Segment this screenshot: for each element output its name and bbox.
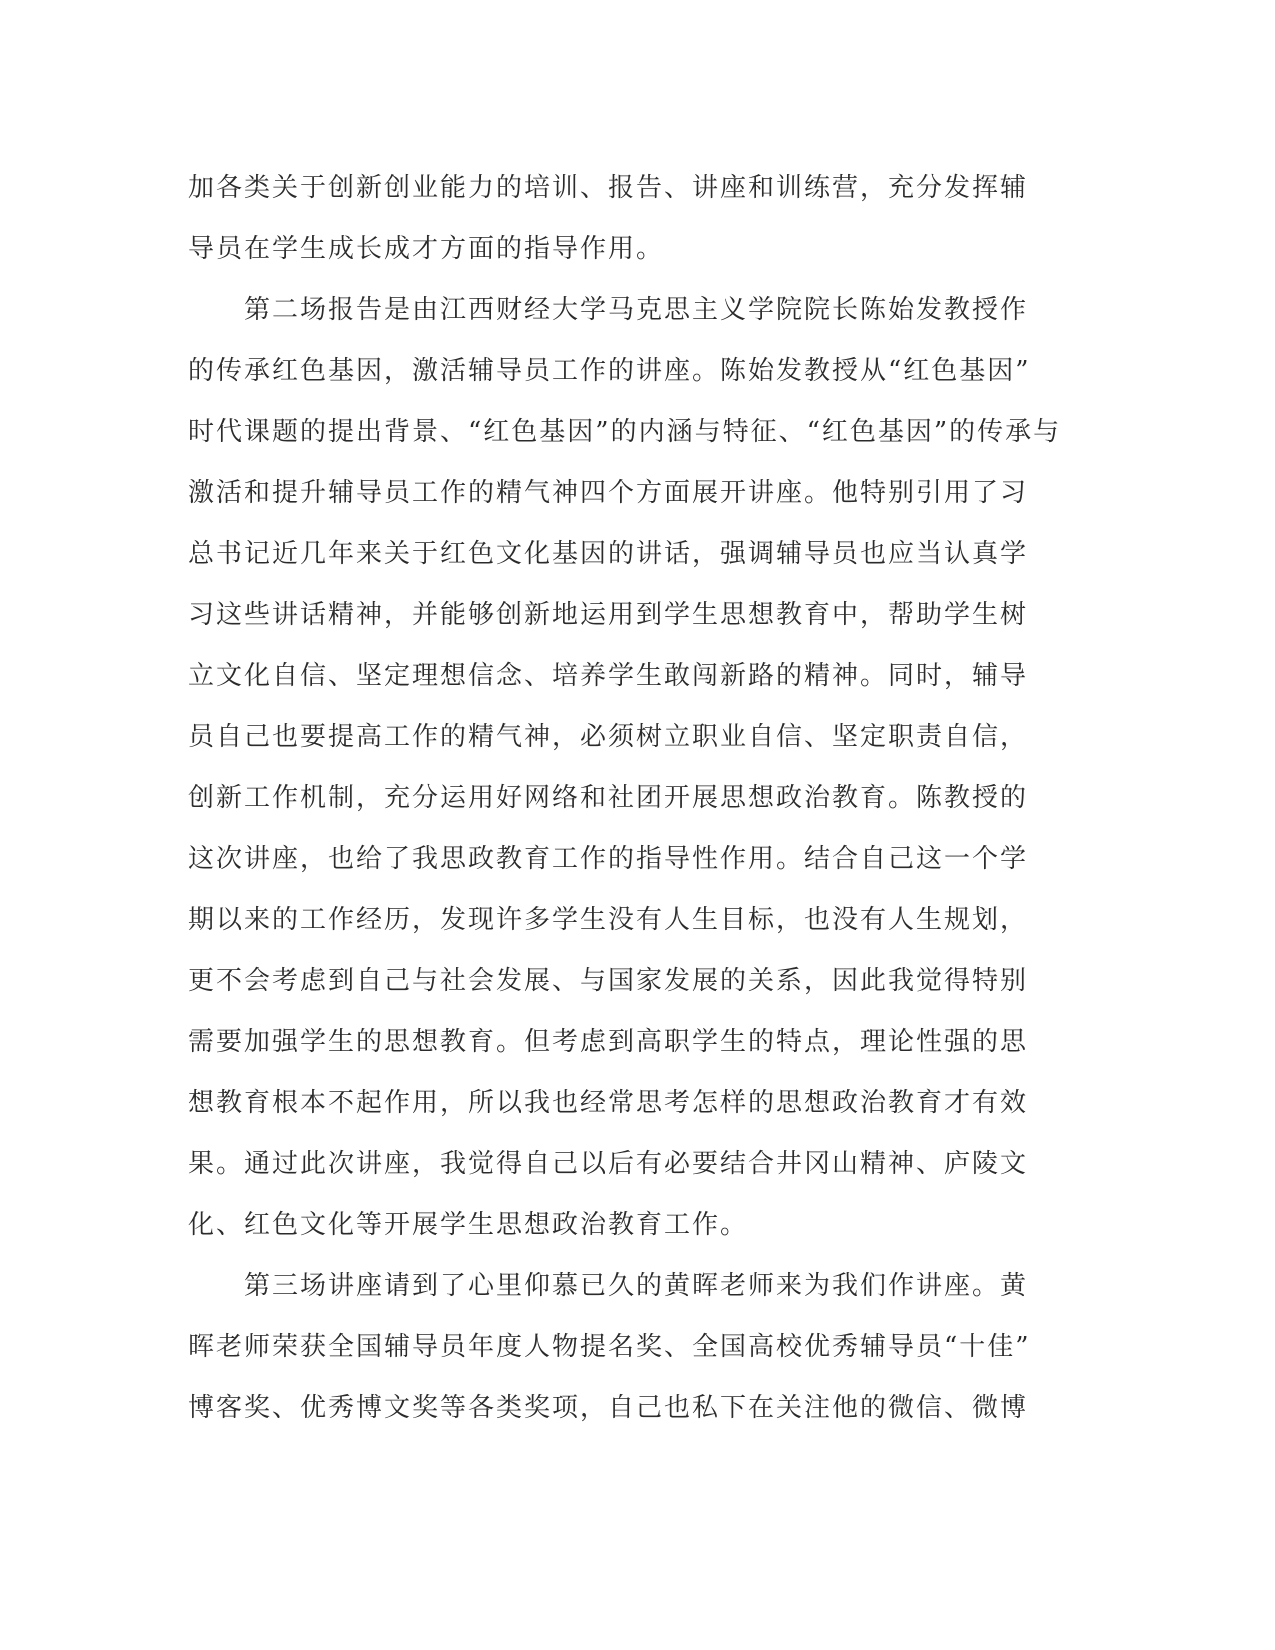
text-line: 晖老师荣获全国辅导员年度人物提名奖、全国高校优秀辅导员“十佳” bbox=[188, 1332, 1031, 1362]
text-line: 的传承红色基因，激活辅导员工作的讲座。陈始发教授从“红色基因” bbox=[188, 356, 1031, 386]
text-line: 第二场报告是由江西财经大学马克思主义学院院长陈始发教授作 bbox=[188, 295, 1029, 325]
text-line: 导员在学生成长成才方面的指导作用。 bbox=[188, 234, 665, 264]
body-text bbox=[188, 158, 1088, 1439]
text-line: 想教育根本不起作用，所以我也经常思考怎样的思想政治教育才有效 bbox=[188, 1088, 1029, 1118]
text-line: 果。通过此次讲座，我觉得自己以后有必要结合井冈山精神、庐陵文 bbox=[188, 1149, 1029, 1179]
text-line: 立文化自信、坚定理想信念、培养学生敢闯新路的精神。同时，辅导 bbox=[188, 661, 1029, 691]
text-line: 这次讲座，也给了我思政教育工作的指导性作用。结合自己这一个学 bbox=[188, 844, 1029, 874]
text-line: 加各类关于创新创业能力的培训、报告、讲座和训练营，充分发挥辅 bbox=[188, 173, 1029, 203]
text-line: 习这些讲话精神，并能够创新地运用到学生思想教育中，帮助学生树 bbox=[188, 600, 1029, 630]
text-line: 需要加强学生的思想教育。但考虑到高职学生的特点，理论性强的思 bbox=[188, 1027, 1029, 1057]
text-line: 时代课题的提出背景、“红色基因”的内涵与特征、“红色基因”的传承与 bbox=[188, 417, 1062, 447]
text-line: 激活和提升辅导员工作的精气神四个方面展开讲座。他特别引用了习 bbox=[188, 478, 1029, 508]
text-line: 更不会考虑到自己与社会发展、与国家发展的关系，因此我觉得特别 bbox=[188, 966, 1029, 996]
text-line: 总书记近几年来关于红色文化基因的讲话，强调辅导员也应当认真学 bbox=[188, 539, 1029, 569]
text-line: 员自己也要提高工作的精气神，必须树立职业自信、坚定职责自信， bbox=[188, 722, 1029, 752]
text-line: 期以来的工作经历，发现许多学生没有人生目标，也没有人生规划， bbox=[188, 905, 1029, 935]
text-line: 博客奖、优秀博文奖等各类奖项，自己也私下在关注他的微信、微博 bbox=[188, 1393, 1029, 1423]
text-line: 创新工作机制，充分运用好网络和社团开展思想政治教育。陈教授的 bbox=[188, 783, 1029, 813]
text-line: 化、红色文化等开展学生思想政治教育工作。 bbox=[188, 1210, 749, 1240]
text-line: 第三场讲座请到了心里仰慕已久的黄晖老师来为我们作讲座。黄 bbox=[188, 1271, 1029, 1301]
